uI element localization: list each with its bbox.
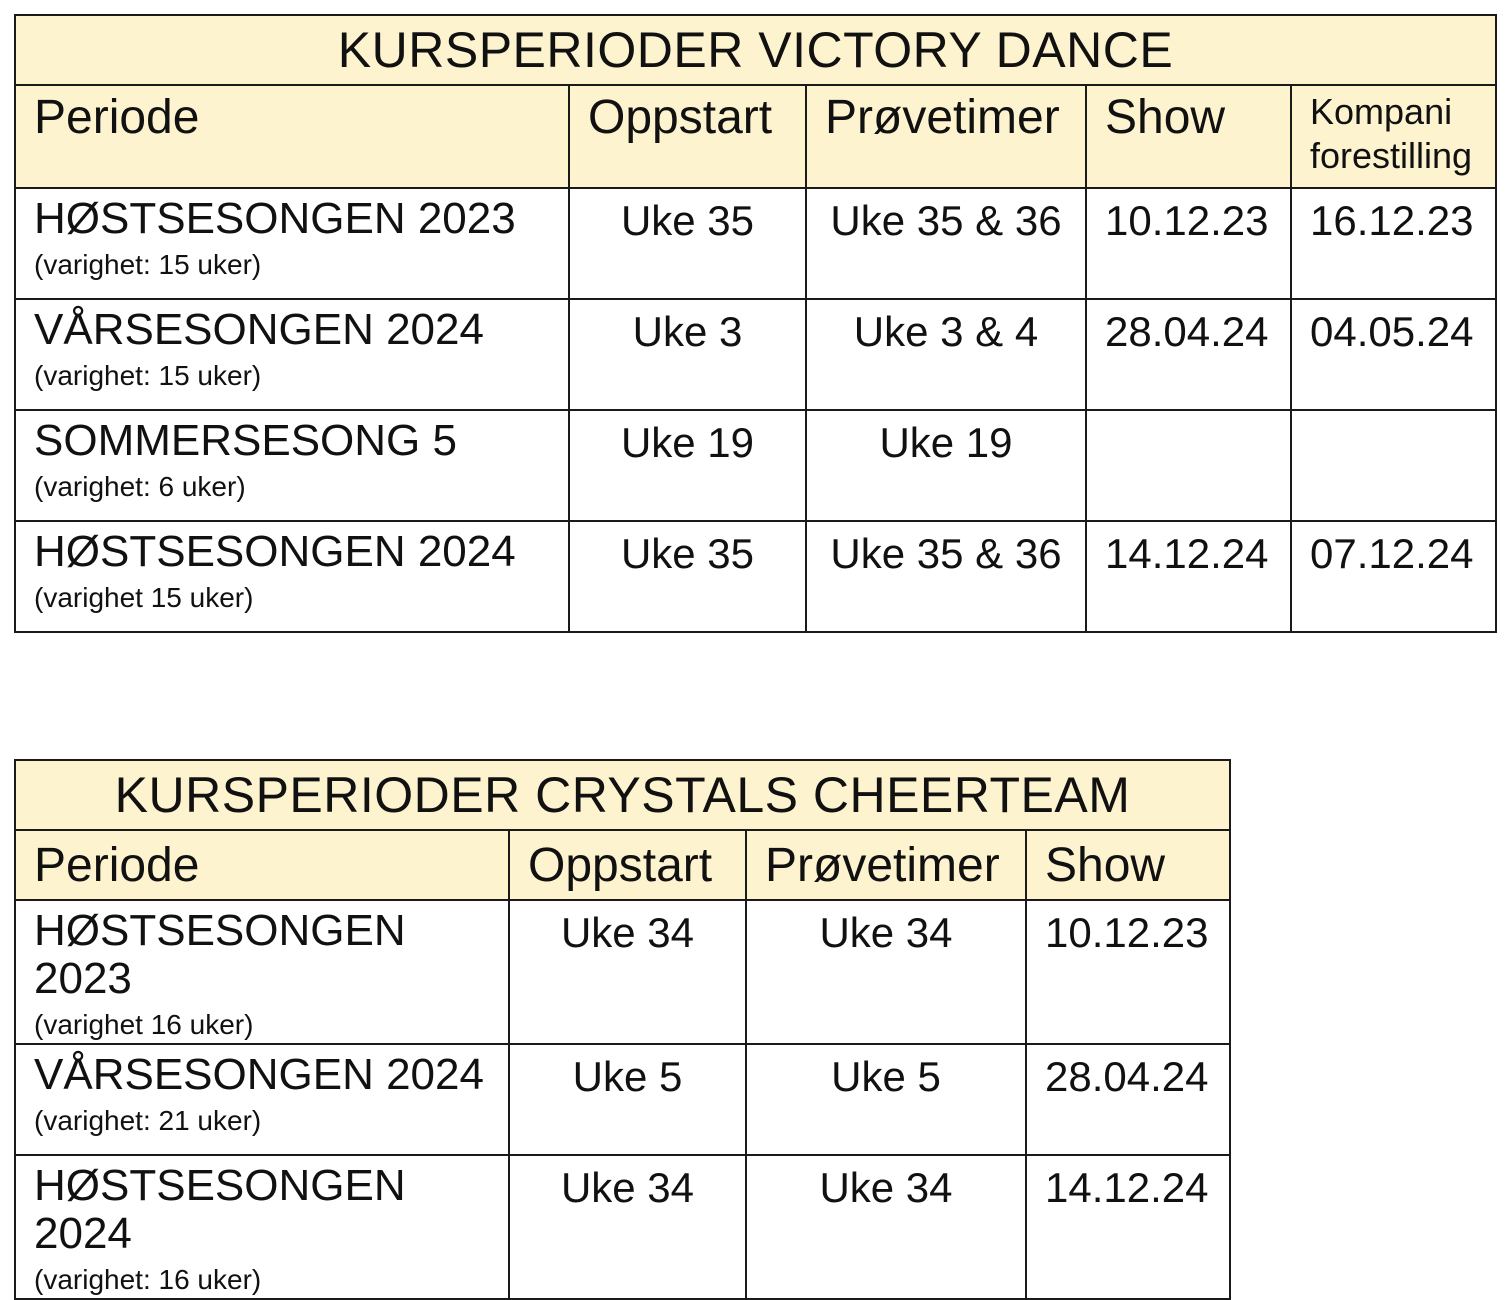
provetimer-cell: Uke 3 & 4 [806,299,1086,410]
table-row [15,521,1496,632]
period-name: HØSTSESONGEN 2024 [34,527,516,576]
table-row [15,188,1496,299]
show-cell: 14.12.24 [1086,521,1291,632]
table-row [15,900,1230,1044]
victory-title: KURSPERIODER VICTORY DANCE [15,15,1496,85]
provetimer-cell: Uke 35 & 36 [806,521,1086,632]
col-kompani-line2: forestilling [1310,135,1473,176]
show-cell: 10.12.23 [1086,188,1291,299]
period-cell [15,1155,509,1299]
victory-dance-table [14,14,1497,633]
col-kompani-line1: Kompani [1310,91,1453,132]
kompani-cell: 07.12.24 [1291,521,1496,632]
period-duration: (varighet: 6 uker) [34,471,246,502]
table-row [15,299,1496,410]
provetimer-cell: Uke 35 & 36 [806,188,1086,299]
table-row [15,1155,1230,1299]
period-duration: (varighet: 16 uker) [34,1264,262,1295]
kompani-cell [1291,410,1496,521]
period-duration: (varighet: 15 uker) [34,360,262,391]
period-name: HØSTSESONGEN 2024 [34,1161,406,1258]
show-cell: 28.04.24 [1086,299,1291,410]
col-provetimer: Prøvetimer [806,85,1086,188]
crystals-title: KURSPERIODER CRYSTALS CHEERTEAM [15,760,1230,830]
period-cell [15,188,569,299]
col-periode: Periode [15,85,569,188]
col-oppstart: Oppstart [509,830,746,900]
table-row [15,410,1496,521]
oppstart-cell: Uke 35 [569,188,806,299]
oppstart-cell: Uke 34 [509,900,746,1044]
period-name: HØSTSESONGEN 2023 [34,906,406,1003]
show-cell [1086,410,1291,521]
crystals-cheerteam-table [14,759,1231,1300]
oppstart-cell: Uke 34 [509,1155,746,1299]
col-show: Show [1026,830,1230,900]
period-duration: (varighet: 21 uker) [34,1105,262,1136]
oppstart-cell: Uke 19 [569,410,806,521]
provetimer-cell: Uke 5 [746,1044,1026,1155]
period-duration: (varighet 15 uker) [34,582,254,613]
table-row [15,1044,1230,1155]
oppstart-cell: Uke 3 [569,299,806,410]
col-show: Show [1086,85,1291,188]
col-provetimer: Prøvetimer [746,830,1026,900]
provetimer-cell: Uke 19 [806,410,1086,521]
period-duration: (varighet: 15 uker) [34,249,262,280]
provetimer-cell: Uke 34 [746,1155,1026,1299]
period-name: SOMMERSESONG 5 [34,416,457,465]
show-cell: 14.12.24 [1026,1155,1230,1299]
period-name: VÅRSESONGEN 2024 [34,305,484,354]
period-cell [15,521,569,632]
col-kompani-forestilling [1291,85,1496,188]
provetimer-cell: Uke 34 [746,900,1026,1044]
period-cell [15,1044,509,1155]
kompani-cell: 04.05.24 [1291,299,1496,410]
col-periode: Periode [15,830,509,900]
period-name: HØSTSESONGEN 2023 [34,194,516,243]
period-cell [15,900,509,1044]
col-oppstart: Oppstart [569,85,806,188]
oppstart-cell: Uke 35 [569,521,806,632]
period-cell [15,299,569,410]
period-name: VÅRSESONGEN 2024 [34,1050,484,1099]
oppstart-cell: Uke 5 [509,1044,746,1155]
show-cell: 28.04.24 [1026,1044,1230,1155]
period-cell [15,410,569,521]
show-cell: 10.12.23 [1026,900,1230,1044]
period-duration: (varighet 16 uker) [34,1009,254,1040]
kompani-cell: 16.12.23 [1291,188,1496,299]
